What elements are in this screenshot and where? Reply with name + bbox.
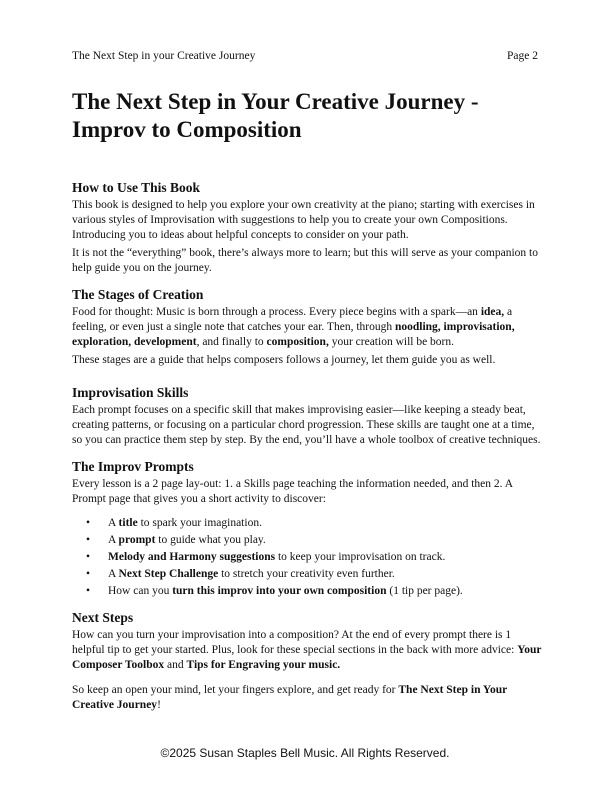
section-heading: How to Use This Book [72,180,201,195]
text: , and finally to [196,336,267,348]
list-item: • A Next Step Challenge to stretch your creativity even further. [86,568,395,580]
paragraph: How can you turn your improvisation into a composition? At the end of every prompt there is 1 helpful tip to get your started. Plus, look for these special sections in the back with more advice: Your Composer Toolbox and Tips for Engraving your music. [72,629,542,671]
section-how-to-use [72,179,542,276]
text: a feeling, or even just a single note that catches your ear. Then, through [72,306,513,333]
bullet-icon: • [86,568,91,580]
section-improvisation-skills [72,384,542,448]
list-item: • Melody and Harmony suggestions to keep your improvisation on track. [86,551,446,563]
section-heading: Improvisation Skills [72,385,189,400]
page-title-line-1: The Next Step in Your Creative Journey - [72,89,479,114]
bullet-icon: • [86,551,91,563]
bold-text: composition, [266,336,329,348]
section-heading: Next Steps [72,610,134,625]
paragraph: It is not the “everything” book, there’s always more to learn; but this will serve as your companion to help guide you on the journey. [72,247,538,274]
page-title-line-2: Improv to Composition [72,117,302,142]
bold-text: The Next Step in Your Creative Journey [72,684,507,711]
page-number: Page 2 [507,50,538,62]
bold-text: Your Composer Toolbox [72,644,542,671]
bold-text: Tips for Engraving your music. [186,659,341,671]
list-item: • A title to spark your imagination. [86,517,262,529]
section-heading: The Improv Prompts [72,459,194,474]
bullet-icon: • [86,534,91,546]
paragraph: This book is designed to help you explore your own creativity at the piano; starting with exercises in various styles of Improvisation with suggestions to help you to create your own Compositions. Introducing you to ideas about helpful concepts to consider on your path. [72,199,535,241]
bullet-icon: • [86,585,91,597]
section-stages [72,286,542,368]
closing-paragraph: So keep an open your mind, let your fingers explore, and get ready for The Next Step in Your Creative Journey! [72,684,507,711]
page-title [72,88,542,144]
list-item: • A prompt to guide what you play. [86,534,266,546]
main-content [72,179,542,716]
paragraph: Each prompt focuses on a specific skill that makes improvising easier—like keeping a steady beat, creating patterns, or focusing on a particular chord progression. These skills are taught one at a time, so you can practice them step by step. By the end, you’ll have a whole toolbox of creative techniques. [72,404,541,446]
copyright-footer: ©2025 Susan Staples Bell Music. All Rights Reserved. [160,746,450,760]
section-next-steps [72,609,542,673]
bold-text: noodling, improvisation, exploration, development [72,321,515,348]
list-item: • How can you turn this improv into your own composition (1 tip per page). [86,585,463,597]
prompt-feature-list [72,516,542,599]
page-header [72,50,538,62]
section-heading: The Stages of Creation [72,287,204,302]
bullet-icon: • [86,517,91,529]
paragraph: Every lesson is a 2 page lay-out: 1. a Skills page teaching the information needed, and then 2. A Prompt page that gives you a short activity to discover: [72,478,513,505]
paragraph [72,305,542,350]
bold-text: idea, [480,306,505,318]
running-title: The Next Step in your Creative Journey [72,50,256,62]
text: Food for thought: Music is born through a process. Every piece begins with a spark—an [72,306,481,318]
paragraph: These stages are a guide that helps composers follows a journey, let them guide you as well. [72,354,496,366]
section-improv-prompts [72,458,542,599]
text: your creation will be born. [328,336,455,348]
